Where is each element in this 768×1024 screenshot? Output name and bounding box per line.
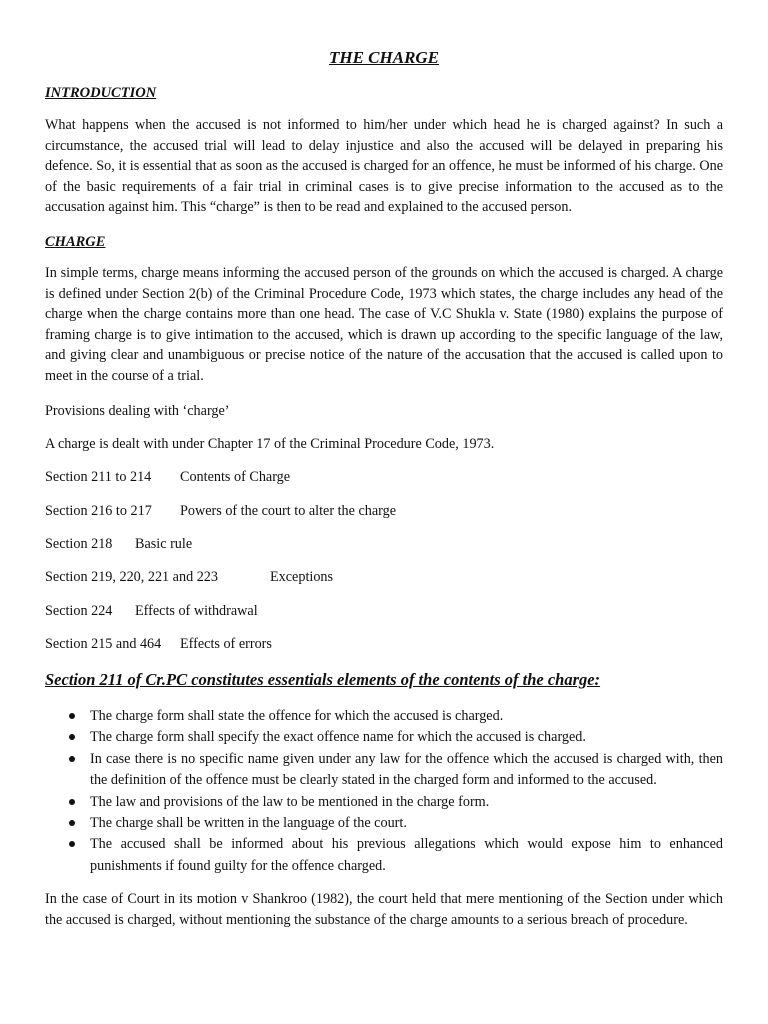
provision-section: Section 215 and 464 xyxy=(45,636,162,652)
list-item: The charge shall be written in the language of the court. xyxy=(45,813,723,834)
list-item: In case there is no specific name given under any law for the offence which the accused is charged with, then the definition of the offence must be clearly stated in the charged form and informed to the accused. xyxy=(45,749,723,792)
provision-topic: Exceptions xyxy=(270,569,334,585)
bullet-icon xyxy=(69,734,75,740)
bullet-icon xyxy=(69,820,75,826)
provision-section: Section 218 xyxy=(45,536,113,552)
list-item: The charge form shall state the offence for which the accused is charged. xyxy=(45,706,723,727)
provision-topic: Effects of errors xyxy=(180,636,272,652)
provision-section: Section 219, 220, 221 and 223 xyxy=(45,569,218,585)
bullet-icon xyxy=(69,841,75,847)
charge-paragraph: In simple terms, charge means informing the accused person of the grounds on which the accused is charged. A charge is defined under Section 2(b) of the Criminal Procedure Code, 1973 which states, the charge includes any head of the charge when the charge contains more than one head. The case of V.C Shukla v. State (1980) explains the purpose of framing charge is to give intimation to the accused, which is drawn up according to the specific language of the law, and giving clear and unambiguous or precise notice of the nature of the accusation that the accused is called upon to meet in the course of a trial. xyxy=(45,265,723,384)
provision-topic: Contents of Charge xyxy=(180,469,291,485)
provisions-heading: Provisions dealing with ‘charge’ xyxy=(45,403,230,419)
list-item: The law and provisions of the law to be mentioned in the charge form. xyxy=(45,792,723,813)
list-item: The accused shall be informed about his previous allegations which would expose him to enhanced punishments if found guilty for the offence charged. xyxy=(45,834,723,877)
provision-row xyxy=(45,601,258,621)
provision-section: Section 224 xyxy=(45,603,113,619)
introduction-heading: INTRODUCTION xyxy=(45,85,157,101)
section-211-heading: Section 211 of Cr.PC constitutes essentials elements of the contents of the charge: xyxy=(45,670,601,689)
bullet-icon xyxy=(69,713,75,719)
page-title: THE CHARGE xyxy=(328,48,440,67)
provision-row xyxy=(45,467,290,487)
section-211-list xyxy=(45,706,723,877)
closing-paragraph: In the case of Court in its motion v Shankroo (1982), the court held that mere mentioning of the Section under which the accused is charged, without mentioning the substance of the charge amounts to a serious breach of procedure. xyxy=(45,891,723,928)
provision-section: Section 211 to 214 xyxy=(45,469,152,485)
provisions-intro: A charge is dealt with under Chapter 17 of the Criminal Procedure Code, 1973. xyxy=(45,436,495,452)
provision-row xyxy=(45,534,192,554)
provision-row xyxy=(45,501,396,521)
provision-row xyxy=(45,634,272,654)
introduction-paragraph: What happens when the accused is not informed to him/her under which head he is charged against? In such a circumstance, the accused trial will lead to delay injustice and also the accused will be delayed in preparing his defence. So, it is essential that as soon as the accused is charged for an offence, he must be informed of his charge. One of the basic requirements of a fair trial in criminal cases is to give precise information to the accused as to the accusation against him. This “charge” is then to be read and explained to the accused person. xyxy=(45,117,723,216)
bullet-icon xyxy=(69,756,75,762)
provision-row xyxy=(45,567,333,587)
provision-topic: Effects of withdrawal xyxy=(135,603,258,619)
provision-section: Section 216 to 217 xyxy=(45,503,152,519)
bullet-icon xyxy=(69,799,75,805)
charge-heading: CHARGE xyxy=(45,234,106,250)
provision-topic: Powers of the court to alter the charge xyxy=(180,503,397,519)
provision-topic: Basic rule xyxy=(135,536,193,552)
list-item: The charge form shall specify the exact offence name for which the accused is charged. xyxy=(45,727,723,748)
